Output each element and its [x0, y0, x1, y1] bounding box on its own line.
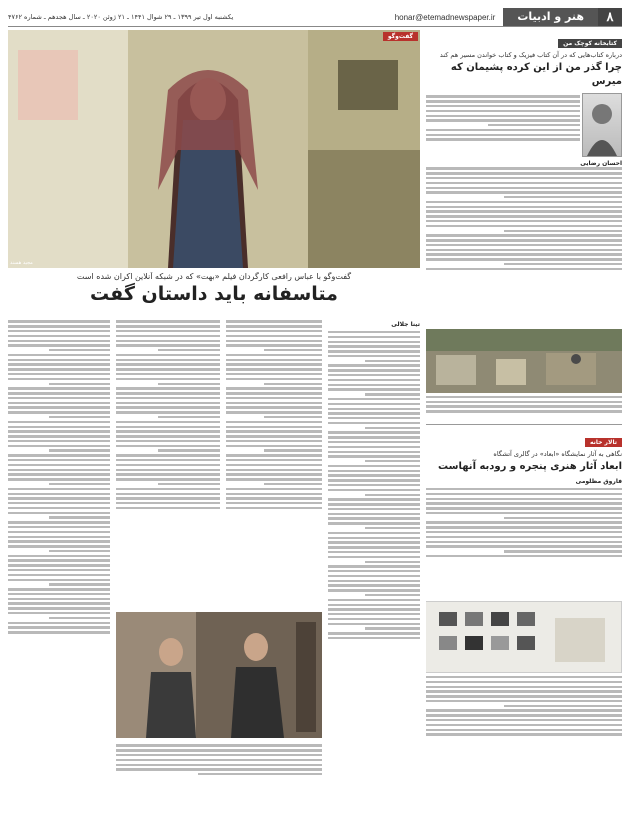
- main-text-4: [8, 320, 110, 798]
- page-number: ۸: [598, 8, 622, 26]
- gallery-photo: [426, 601, 622, 673]
- books-author: احسان رضایی: [580, 160, 622, 167]
- books-column: [426, 30, 622, 415]
- main-text-2: [226, 320, 322, 608]
- section-email[interactable]: honar@etemadnewspaper.ir: [394, 12, 496, 22]
- books-intro: [426, 93, 622, 165]
- main-subtitle: گفت‌وگو با عباس رافعی کارگردان فیلم «بهت» که در شبکه آنلاین اکران شده است: [76, 272, 352, 281]
- books-kicker: کتابخانه کوچک من: [558, 39, 622, 48]
- exhibition-title: ابعاد آثار هنری پنجره و رودبه آنهاست: [438, 461, 622, 472]
- interview-photo: [116, 612, 322, 738]
- books-subtitle: درباره کتاب‌هایی که در آن کتاب فیزیک و کتاب خواندن مسیر هم کند: [439, 51, 622, 59]
- photo-credit: مجید هسند: [10, 260, 33, 266]
- main-col-4: [8, 318, 110, 798]
- street-photo: [426, 329, 622, 393]
- section-title: هنر و ادبیات: [503, 8, 598, 26]
- books-title: چرا گذر من از این کرده پشیمان که میرس: [450, 62, 622, 87]
- main-author: تینا جلالی: [391, 321, 420, 328]
- page-header: [8, 8, 622, 27]
- main-col-2: [226, 318, 322, 608]
- author-portrait: [582, 93, 622, 157]
- interview-caption: [116, 742, 322, 798]
- main-col-3: [116, 318, 220, 608]
- photo-kicker: گفت‌وگو: [383, 32, 418, 41]
- issue-info: یکشنبه اول تیر ۱۳۹۹ ـ ۲۹ شوال ۱۴۴۱ ـ ۲۱ ژوئن ۲۰۲۰ ـ سال هجدهم ـ شماره ۴۷۶۲: [8, 13, 234, 21]
- exhibition-subtitle: نگاهی به آثار نمایشگاه «ابعاد» در گالری آتشگاه: [493, 450, 622, 458]
- exhibition-text-b: [426, 676, 622, 776]
- exhibition-rule: [426, 424, 622, 425]
- main-text-1: [328, 331, 420, 798]
- main-headline: [8, 272, 420, 312]
- main-photo: [8, 30, 420, 268]
- exhibition-kicker: تالار خانه: [585, 438, 622, 447]
- caption-text: [116, 744, 322, 798]
- exhibition-column: [426, 420, 622, 800]
- books-text-c: [426, 396, 622, 415]
- main-title: متاسفانه باید داستان گفت: [90, 283, 338, 305]
- exhibition-text-a: [426, 488, 622, 598]
- main-text-3: [116, 320, 220, 608]
- main-col-1: [328, 318, 420, 798]
- books-text-a: [426, 93, 580, 165]
- books-text-b: [426, 167, 622, 327]
- exhibition-author: فاروق مظلومی: [575, 478, 622, 485]
